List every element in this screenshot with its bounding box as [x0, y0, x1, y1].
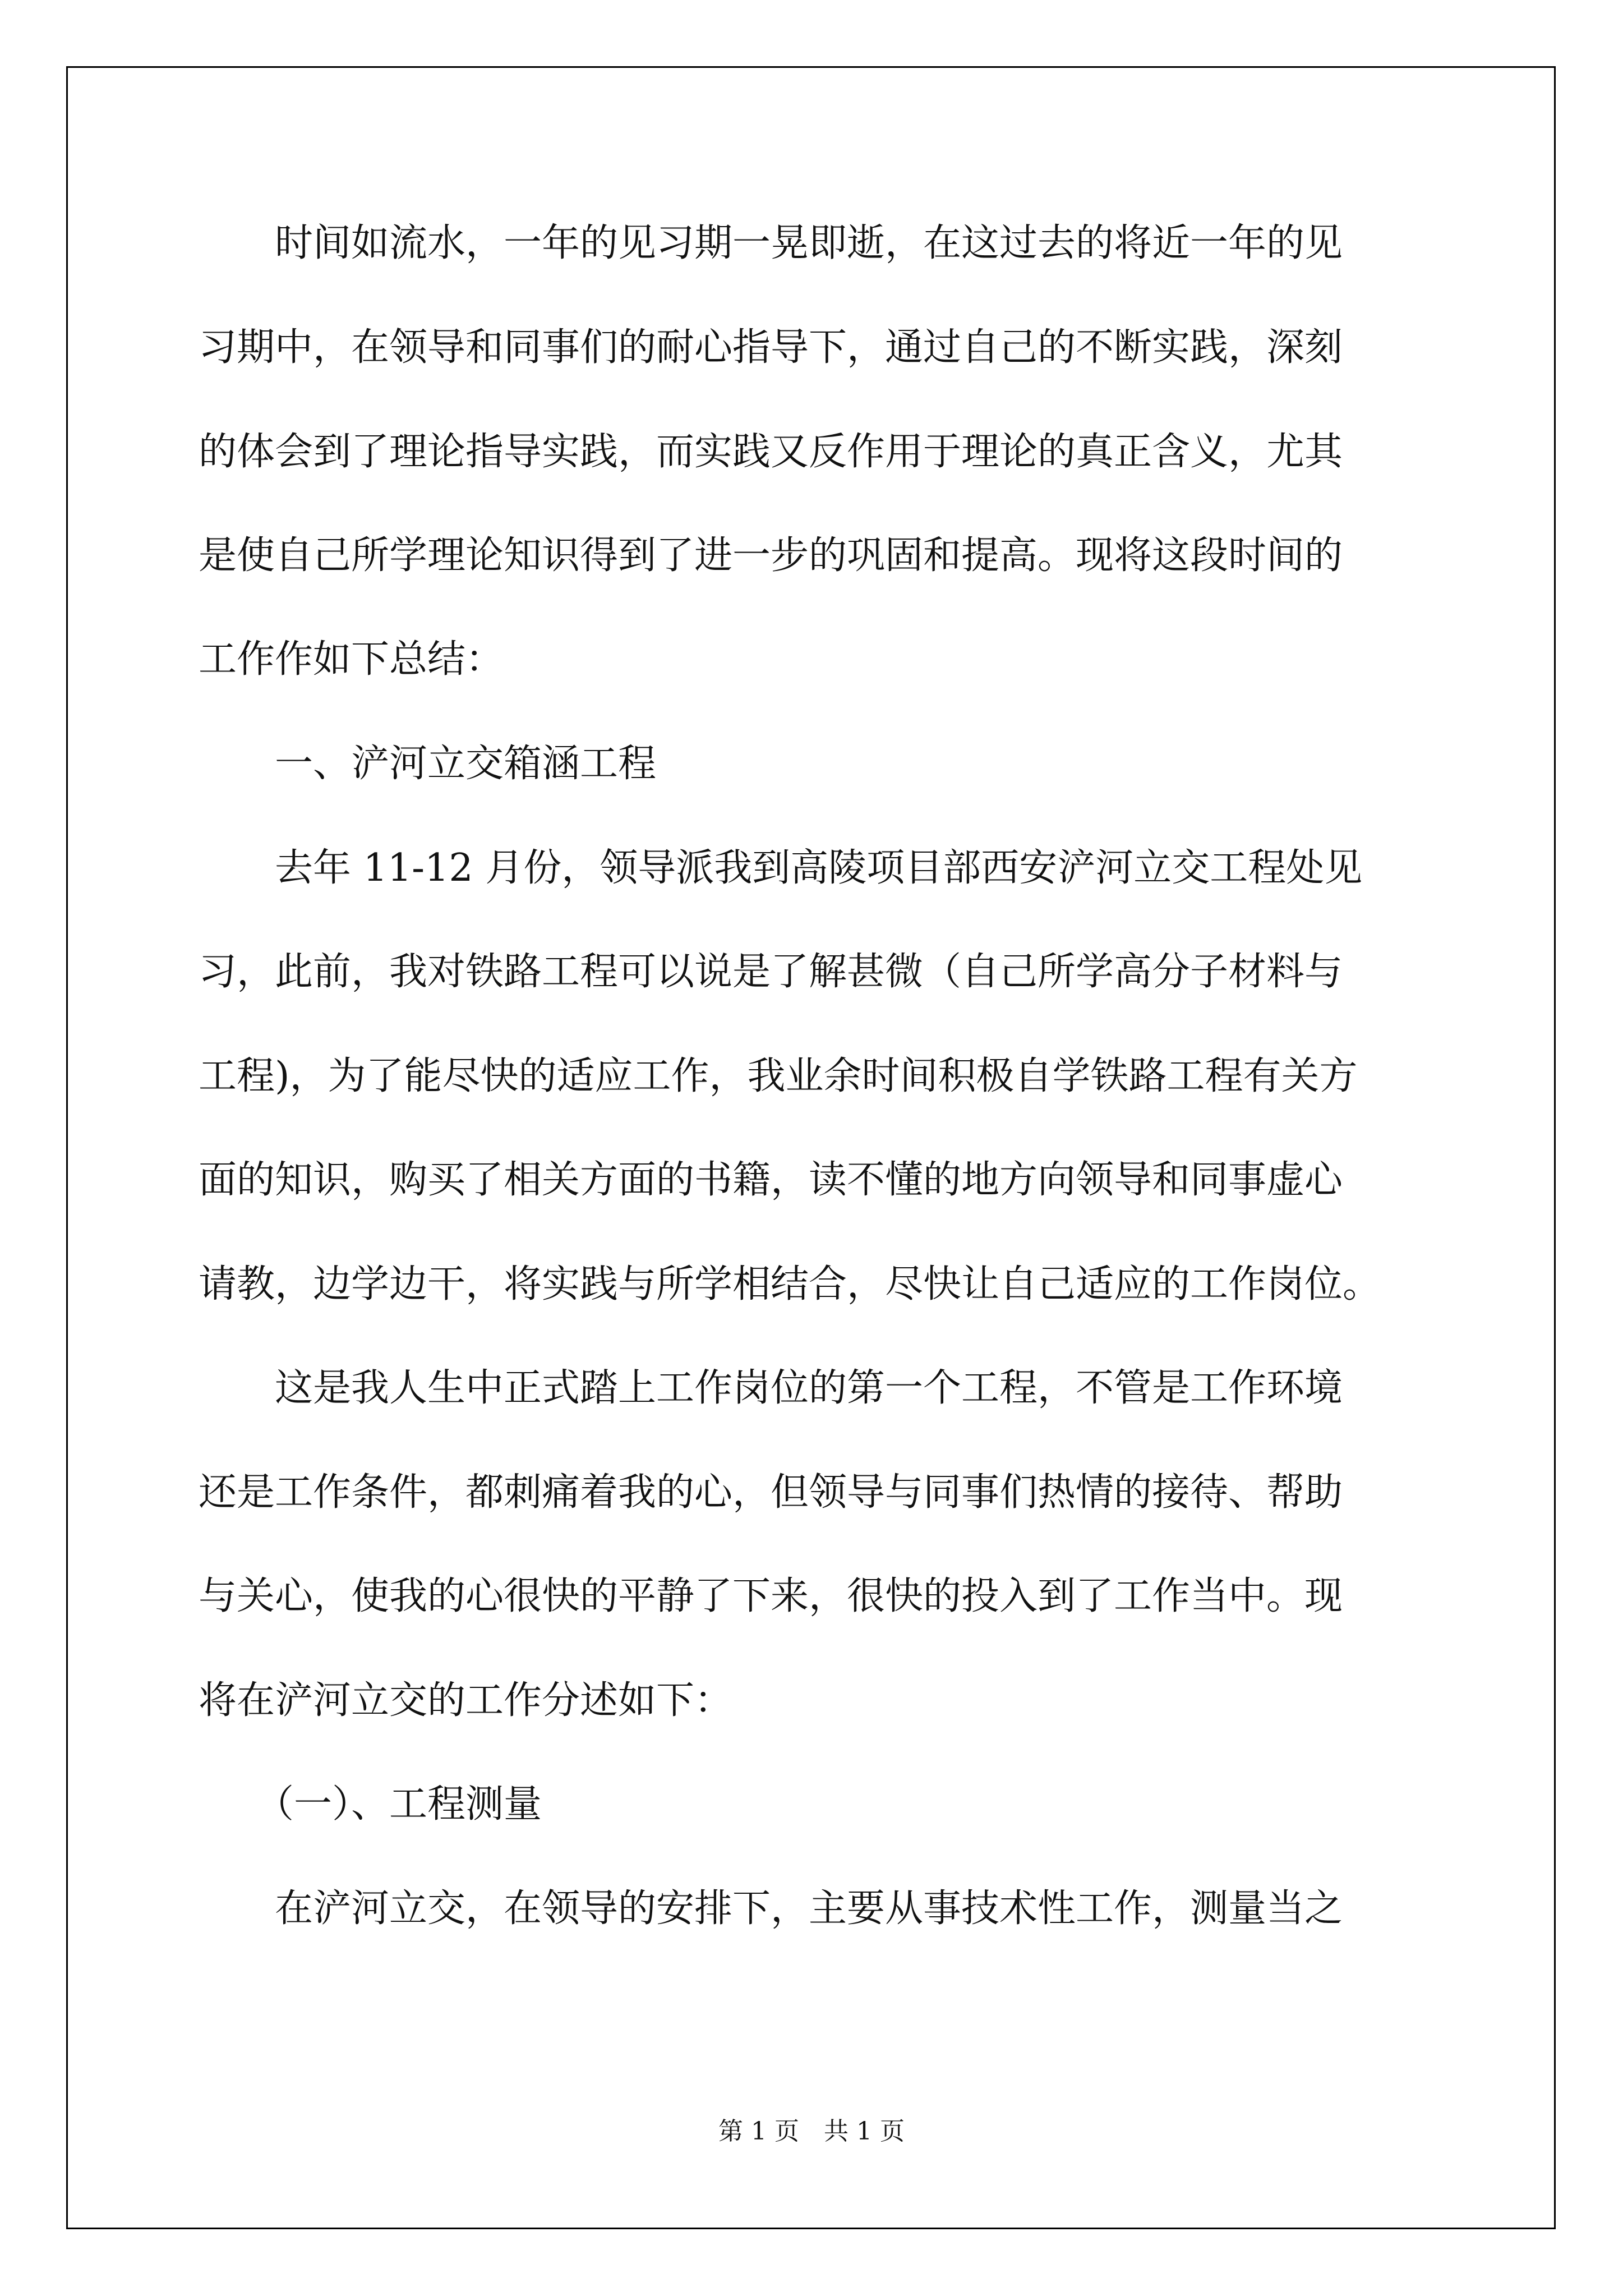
text-line: 去年 11-12 月份，领导派我到高陵项目部西安浐河立交工程处见 [199, 846, 1363, 890]
section-heading: 一、浐河立交箱涵工程 [199, 742, 657, 786]
text-line: 在浐河立交，在领导的安排下，主要从事技术性工作，测量当之 [199, 1887, 1343, 1931]
text-line: 请教，边学边干，将实践与所学相结合，尽快让自己适应的工作岗位。 [199, 1262, 1381, 1306]
text-line: 将在浐河立交的工作分述如下： [199, 1678, 733, 1723]
text-line: 习期中，在领导和同事们的耐心指导下，通过自己的不断实践，深刻 [199, 325, 1343, 370]
text-line: 这是我人生中正式踏上工作岗位的第一个工程，不管是工作环境 [199, 1366, 1343, 1410]
subsection-heading: （一）、工程测量 [199, 1782, 542, 1826]
text-line: 工作作如下总结： [199, 637, 504, 682]
page-number-footer: 第 1 页 共 1 页 [718, 2117, 905, 2146]
text-line: 的体会到了理论指导实践，而实践又反作用于理论的真正含义，尤其 [199, 430, 1343, 474]
text-line: 是使自己所学理论知识得到了进一步的巩固和提高。现将这段时间的 [199, 533, 1343, 578]
text-line: 还是工作条件，都刺痛着我的心，但领导与同事们热情的接待、帮助 [199, 1470, 1343, 1515]
text-line: 时间如流水，一年的见习期一晃即逝，在这过去的将近一年的见 [199, 221, 1343, 265]
text-line: 工程)，为了能尽快的适应工作，我业余时间积极自学铁路工程有关方 [199, 1054, 1358, 1098]
text-line: 习，此前，我对铁路工程可以说是了解甚微（自己所学高分子材料与 [199, 950, 1343, 994]
text-line: 面的知识，购买了相关方面的书籍，读不懂的地方向领导和同事虚心 [199, 1158, 1343, 1202]
text-line: 与关心，使我的心很快的平静了下来，很快的投入到了工作当中。现 [199, 1574, 1343, 1618]
